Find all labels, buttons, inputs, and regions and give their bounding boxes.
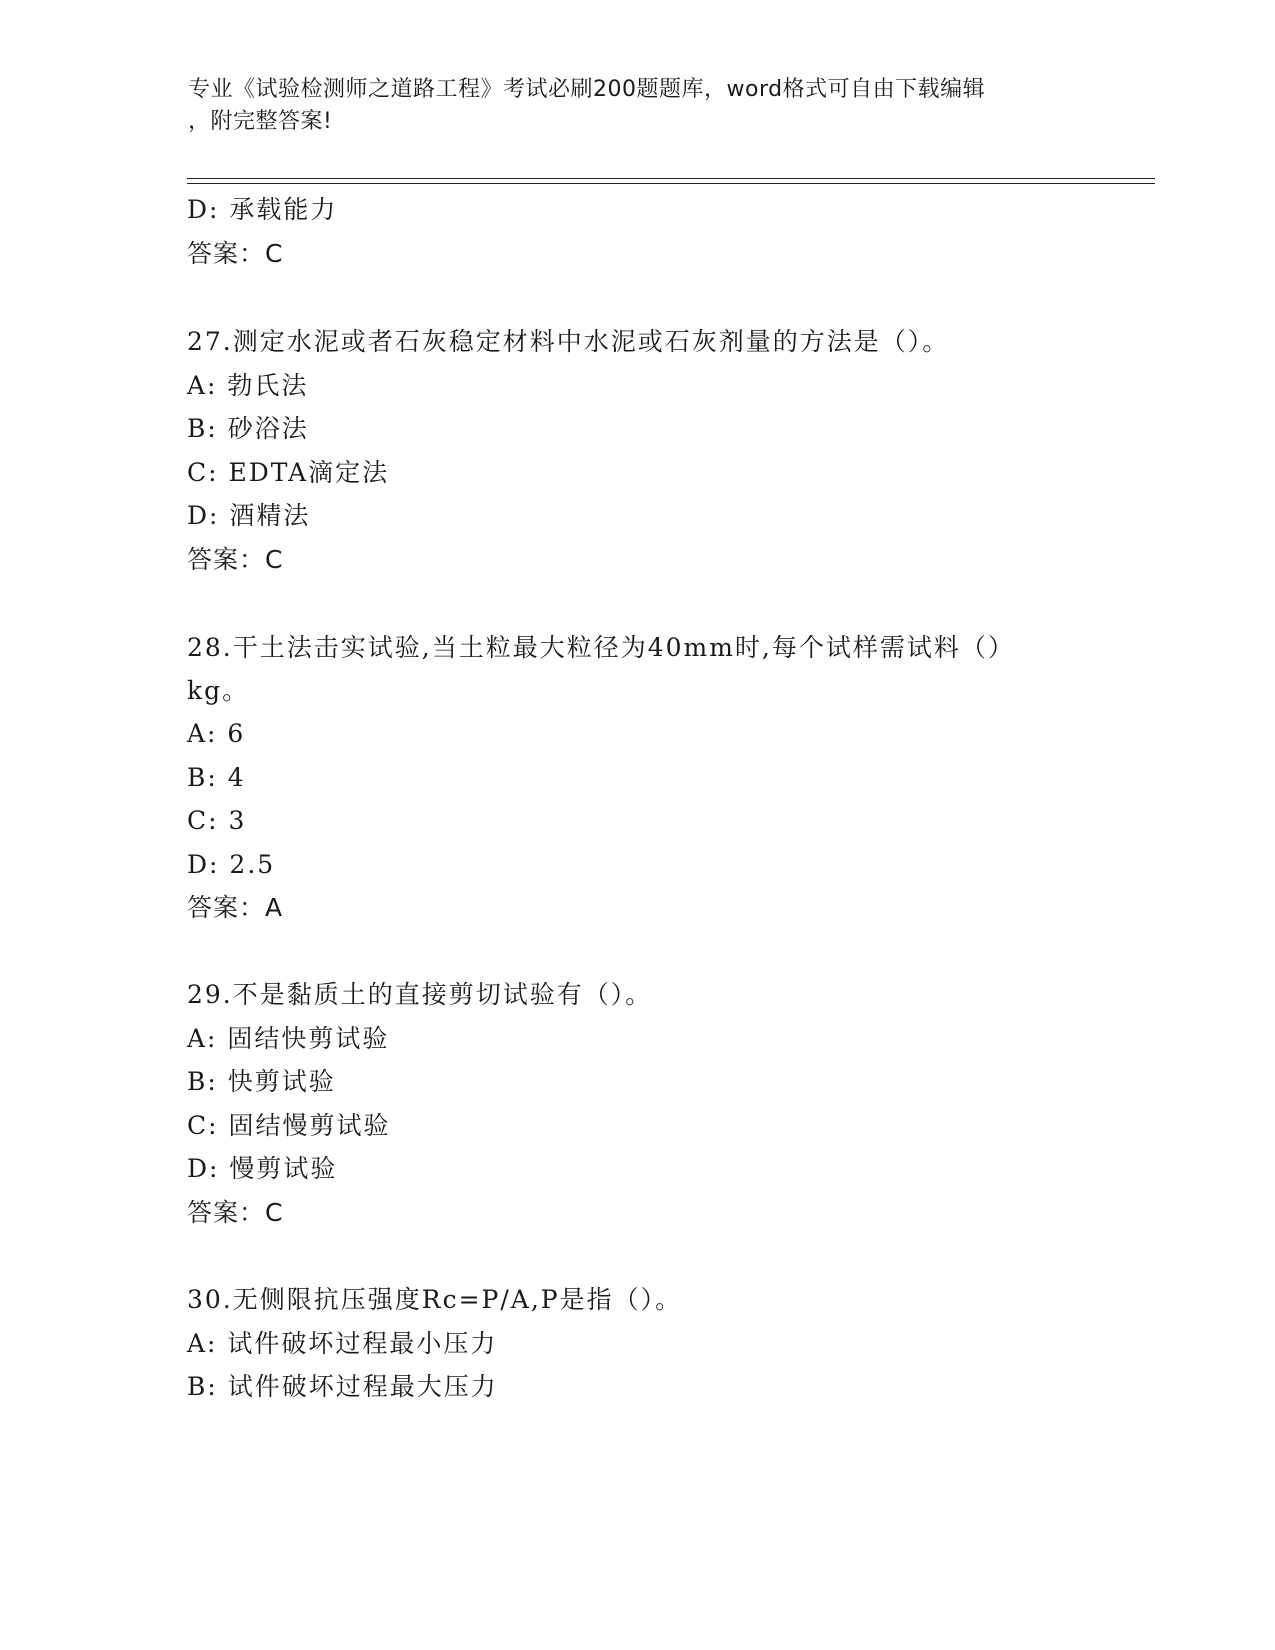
answer-line: 答案：C: [187, 239, 284, 268]
question-line: 30.无侧限抗压强度Rc=P/A,P是指（）。: [187, 1285, 683, 1314]
option-line: D: 2.5: [187, 850, 276, 879]
header-divider-bottom: [187, 183, 1155, 184]
option-line: A: 固结快剪试验: [187, 1024, 390, 1053]
answer-line: 答案：C: [187, 545, 284, 574]
option-line: D: 酒精法: [187, 501, 311, 530]
question-line: 28.干土法击实试验,当土粒最大粒径为40mm时,每个试样需试料（）: [187, 633, 1015, 662]
question-line: 27.测定水泥或者石灰稳定材料中水泥或石灰剂量的方法是（）。: [187, 327, 950, 356]
option-line: A: 试件破坏过程最小压力: [187, 1329, 498, 1358]
document-header: [188, 74, 1088, 138]
header-divider-top: [187, 178, 1155, 179]
header-title-line: 专业《试验检测师之道路工程》考试必刷200题题库，word格式可自由下载编辑: [188, 77, 986, 102]
option-line: D: 承载能力: [187, 195, 338, 224]
question-line-continued: kg。: [187, 676, 250, 705]
option-line: C: EDTA滴定法: [187, 458, 390, 487]
answer-line: 答案：C: [187, 1198, 284, 1227]
option-line: C: 固结慢剪试验: [187, 1111, 391, 1140]
option-line: D: 慢剪试验: [187, 1154, 338, 1183]
header-title-line-continued: ，附完整答案!: [188, 109, 333, 134]
option-line: B: 试件破坏过程最大压力: [187, 1372, 498, 1401]
option-line: B: 砂浴法: [187, 414, 309, 443]
option-line: A: 勃氏法: [187, 371, 309, 400]
option-line: A: 6: [187, 719, 246, 748]
option-line: B: 快剪试验: [187, 1067, 336, 1096]
question-line: 29.不是黏质土的直接剪切试验有（）。: [187, 980, 653, 1009]
option-line: C: 3: [187, 806, 247, 835]
option-line: B: 4: [187, 763, 246, 792]
answer-line: 答案：A: [187, 893, 284, 922]
